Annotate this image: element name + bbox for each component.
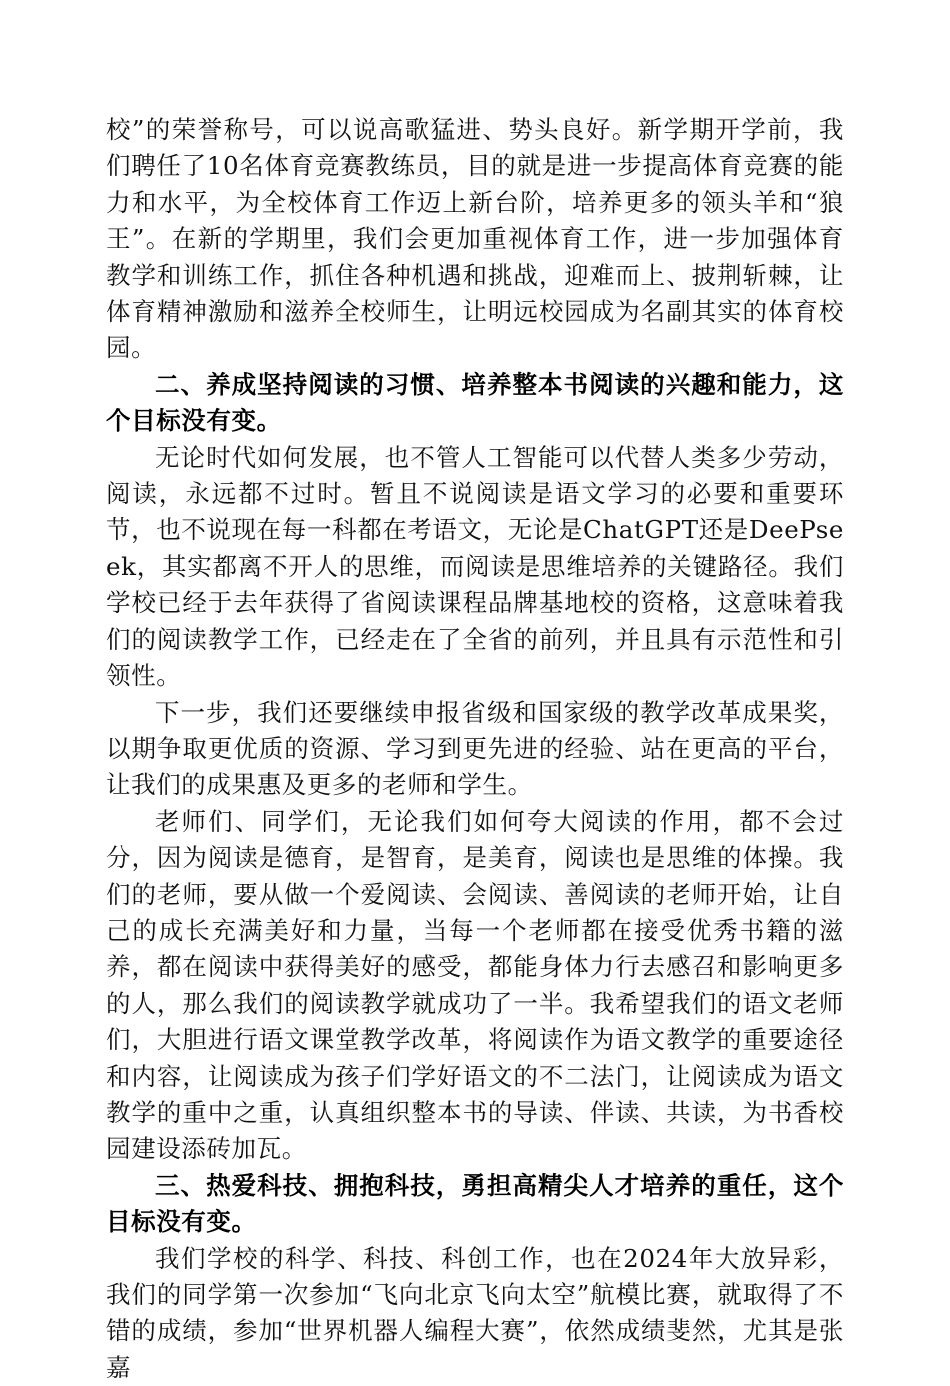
section-heading-reading: 二、养成坚持阅读的习惯、培养整本书阅读的兴趣和能力，这个目标没有变。 — [106, 369, 844, 436]
paragraph-reading-ai: 无论时代如何发展，也不管人工智能可以代替人类多少劳动，阅读，永远都不过时。暂且不说阅读是语文学习的必要和重要环节，也不说现在每一科都在考语文，无论是ChatGPT还是DeePseek，其实都离不开人的思维，而阅读是思维培养的关键路径。我们学校已经于去年获得了省阅读课程品牌基地校的资格，这意味着我们的阅读教学工作，已经走在了全省的前列，并且具有示范性和引领性。 — [106, 442, 844, 691]
paragraph-technology: 我们学校的科学、科技、科创工作，也在2024年大放异彩，我们的同学第一次参加“飞向北京飞向太空”航模比赛，就取得了不错的成绩，参加“世界机器人编程大赛”，依然成绩斐然，尤其是张嘉 — [106, 1243, 844, 1382]
paragraph-reading-next-step: 下一步，我们还要继续申报省级和国家级的教学改革成果奖，以期争取更优质的资源、学习到更先进的经验、站在更高的平台，让我们的成果惠及更多的老师和学生。 — [106, 697, 844, 800]
paragraph-sports-continued: 校”的荣誉称号，可以说高歌猛进、势头良好。新学期开学前，我们聘任了10名体育竞赛教练员，目的就是进一步提高体育竞赛的能力和水平，为全校体育工作迈上新台阶，培养更多的领头羊和“狼王”。在新的学期里，我们会更加重视体育工作，进一步加强体育教学和训练工作，抓住各种机遇和挑战，迎难而上、披荆斩棘，让体育精神激励和滋养全校师生，让明远校园成为名副其实的体育校园。 — [106, 115, 844, 363]
section-heading-technology: 三、热爱科技、拥抱科技，勇担高精尖人才培养的重任，这个目标没有变。 — [106, 1170, 844, 1237]
paragraph-reading-teachers: 老师们、同学们，无论我们如何夸大阅读的作用，都不会过分，因为阅读是德育，是智育，是美育，阅读也是思维的体操。我们的老师，要从做一个爱阅读、会阅读、善阅读的老师开始，让自己的成长充满美好和力量，当每一个老师都在接受优秀书籍的滋养，都在阅读中获得美好的感受，都能身体力行去感召和影响更多的人，那么我们的阅读教学就成功了一半。我希望我们的语文老师们，大胆进行语文课堂教学改革，将阅读作为语文教学的重要途径和内容，让阅读成为孩子们学好语文的不二法门，让阅读成为语文教学的重中之重，认真组织整本书的导读、伴读、共读，为书香校园建设添砖加瓦。 — [106, 806, 844, 1164]
document-body — [106, 112, 844, 1386]
